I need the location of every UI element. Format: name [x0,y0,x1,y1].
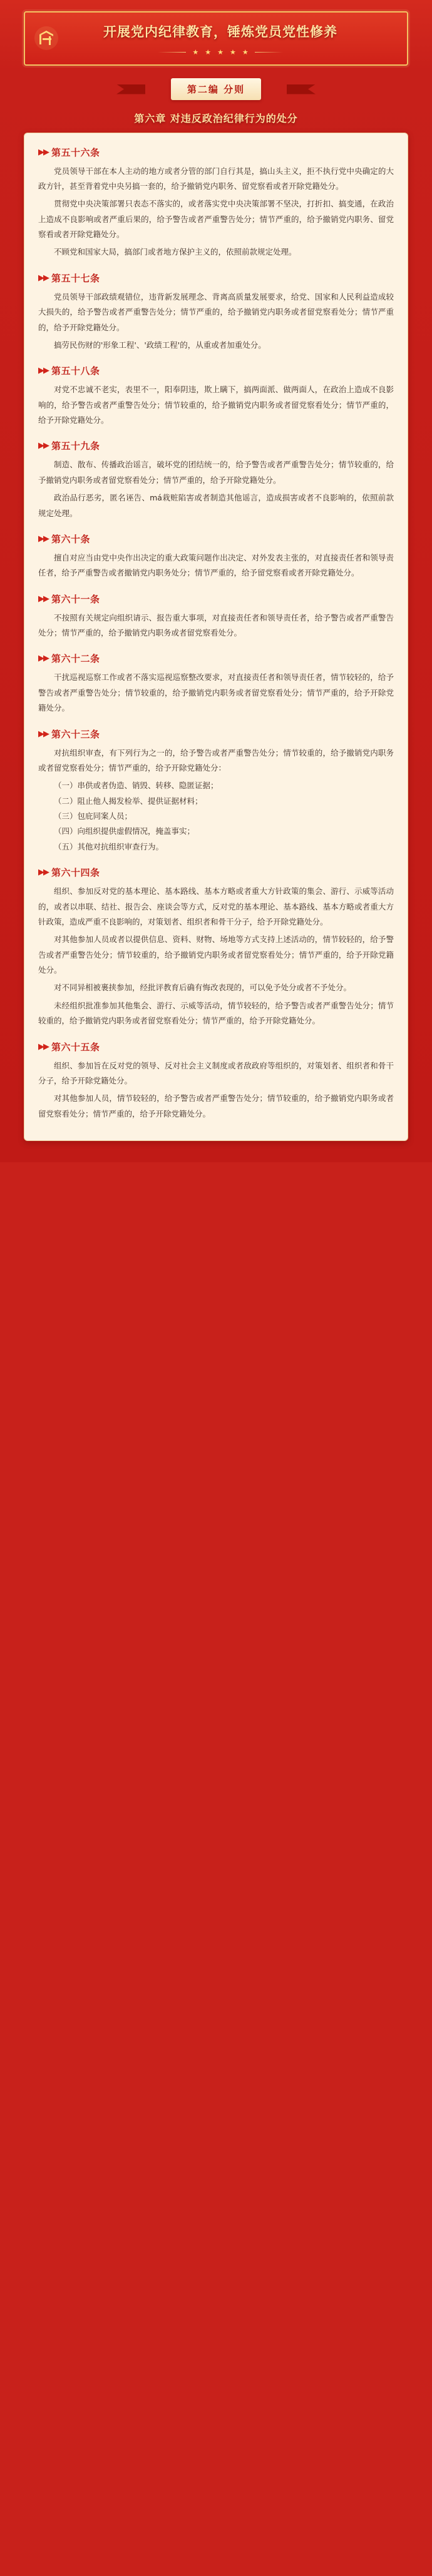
divider-line-left [158,52,186,53]
double-arrow-icon: ▶▶ [38,594,48,604]
article [38,532,394,581]
article-header [38,866,394,879]
footer-spacer [0,1141,432,1147]
article-paragraph: 擅自对应当由党中央作出决定的重大政策问题作出决定、对外发表主张的，对直接责任者和领导责任者，给予严重警告或者撤销党内职务处分；情节严重的，给予留党察看或者开除党籍处分。 [38,552,394,578]
article-title: 第五十八条 [51,365,100,377]
article [38,866,394,1028]
ribbon-tail-right [287,84,316,94]
article-header [38,364,394,377]
double-arrow-icon: ▶▶ [38,366,48,376]
double-arrow-icon: ▶▶ [38,1042,48,1052]
double-arrow-icon: ▶▶ [38,534,48,544]
article-title: 第五十九条 [51,440,100,452]
article-title: 第六十四条 [51,867,100,879]
article-title: 第六十条 [51,533,91,545]
article-title: 第六十三条 [51,728,100,740]
article [38,1040,394,1122]
article [38,652,394,716]
article-list-item: （五）其他对抗组织审查行为。 [54,841,164,851]
article-paragraph: 组织、参加旨在反对党的领导、反对社会主义制度或者敌政府等组织的，对策划者、组织者和骨干分子，给予开除党籍处分。 [38,1060,394,1085]
article-paragraph: 组织、参加反对党的基本理论、基本路线、基本方略或者重大方针政策的集会、游行、示威等活动的，或者以串联、结社、报告会、座谈会等方式，反对党的基本理论、基本路线、基本方略或者重大方针政策，造成严重不良影响的，对策划者、组织者和骨干分子，给予开除党籍处分。 [38,886,394,926]
party-emblem-icon [34,26,59,51]
article [38,439,394,521]
article-paragraph: 不按照有关规定向组织请示、报告重大事项，对直接责任者和领导责任者，给予警告或者严重警告处分；情节严重的，给予撤销党内职务或者留党察看处分。 [38,612,394,637]
article [38,364,394,428]
double-arrow-icon: ▶▶ [38,729,48,739]
double-arrow-icon: ▶▶ [38,273,48,283]
page-root [0,0,432,1162]
article-paragraph: 搞劳民伤财的'形象工程'、'政绩工程'的，从重或者加重处分。 [54,340,266,350]
chapter-title: 第六章 对违反政治纪律行为的处分 [134,112,298,124]
double-arrow-icon: ▶▶ [38,654,48,664]
article [38,271,394,353]
header-banner [0,0,432,72]
article [38,592,394,641]
article [38,728,394,855]
article-paragraph: 对抗组织审查，有下列行为之一的，给予警告或者严重警告处分；情节较重的，给予撤销党内职务或者留党察看处分；情节严重的，给予开除党籍处分： [38,748,394,773]
section-ribbon [24,76,408,103]
divider-line-right [255,52,283,53]
article-paragraph: 制造、散布、传播政治谣言，破坏党的团结统一的，给予警告或者严重警告处分；情节较重的，给予撤销党内职务或者留党察看处分；情节严重的，给予开除党籍处分。 [38,460,394,485]
star-divider [158,49,283,56]
star-icon: ★ [205,48,212,56]
star-icon: ★ [242,48,249,56]
article [38,146,394,260]
article-paragraph: 不顾党和国家大局，搞部门或者地方保护主义的，依照前款规定处理。 [54,247,297,257]
article-paragraph: 未经组织批准参加其他集会、游行、示威等活动，情节较轻的，给予警告或者严重警告处分；情节较重的，给予撤销党内职务或者留党察看处分；情节严重的，给予开除党籍处分。 [38,1000,394,1026]
article-title: 第五十六条 [51,146,100,158]
content-card [24,133,408,1142]
article-paragraph: 对党不忠诚不老实，表里不一，阳奉阴违，欺上瞒下，搞两面派、做两面人，在政治上造成不良影响的，给予警告或者严重警告处分；情节较重的，给予撤销党内职务或者留党察看处分；情节严重的，给予开除党籍处分。 [38,385,394,425]
star-icon: ★ [217,48,224,56]
article-header [38,1040,394,1053]
star-icon: ★ [229,48,236,56]
article-title: 第六十五条 [51,1041,100,1053]
article-paragraph: 党员领导干部在本人主动的地方或者分管的部门自行其是，搞山头主义，拒不执行党中央确定的大政方针，甚至背着党中央另搞一套的，给予撤销党内职务、留党察看或者开除党籍处分。 [38,166,394,191]
article-header [38,532,394,545]
article-paragraph: 对其他参加人员，情节较轻的，给予警告或者严重警告处分；情节较重的，给予撤销党内职务或者留党察看处分；情节严重的，给予开除党籍处分。 [38,1093,394,1118]
double-arrow-icon: ▶▶ [38,441,48,451]
article-header [38,592,394,606]
article-title: 第六十二条 [51,653,100,665]
article-header [38,146,394,159]
double-arrow-icon: ▶▶ [38,147,48,157]
article-list-item: （一）串供或者伪造、销毁、转移、隐匿证据； [54,781,219,791]
section-label: 第二编 分则 [171,78,261,100]
article-paragraph: 对其他参加人员或者以提供信息、资料、财物、场地等方式支持上述活动的，情节较轻的，给予警告或者严重警告处分；情节较重的，给予撤销党内职务或者留党察看处分；情节严重的，给予开除党籍处分。 [38,935,394,975]
article-paragraph: 对不同异相被裹挟参加，经批评教育后确有悔改表现的，可以免予处分或者不予处分。 [54,983,352,993]
article-header [38,652,394,665]
article-list-item: （四）向组织提供虚假情况，掩盖事实； [54,826,195,836]
article-header [38,728,394,741]
double-arrow-icon: ▶▶ [38,868,48,878]
star-icon: ★ [192,48,199,56]
article-header [38,271,394,285]
article-header [38,439,394,452]
page-title: 开展党内纪律教育，锤炼党员党性修养 [103,24,337,39]
article-paragraph: 政治品行恶劣，匿名诬告、má栽赃陷害或者制造其他谣言，造成损害或者不良影响的，依照前款规定处理。 [38,493,394,518]
article-title: 第五十七条 [51,272,100,284]
article-list-item: （二）阻止他人揭发检举、提供证据材料； [54,796,203,806]
article-paragraph: 干扰巡视巡察工作或者不落实巡视巡察整改要求，对直接责任者和领导责任者，情节较轻的，给予警告或者严重警告处分；情节较重的，给予撤销党内职务或者留党察看处分；情节严重的，给予开除党籍处分。 [38,672,394,713]
article-list-item: （三）包庇同案人员； [54,811,133,821]
article-paragraph: 党员领导干部政绩观错位，违背新发展理念、背离高质量发展要求，给党、国家和人民利益造成较大损失的，给予警告或者严重警告处分；情节严重的，给予撤销党内职务或者留党察看处分；情节严重的，给予开除党籍处分。 [38,292,394,332]
articles-container [38,146,394,1122]
article-paragraph: 贯彻党中央决策部署只表态不落实的，或者落实党中央决策部署不坚决，打折扣、搞变通，在政治上造成不良影响或者严重后果的，给予警告或者严重警告处分；情节严重的，给予撤销党内职务、留党察看或者开除党籍处分。 [38,199,394,239]
banner-inner [24,11,408,66]
article-title: 第六十一条 [51,593,100,605]
ribbon-tail-left [116,84,145,94]
